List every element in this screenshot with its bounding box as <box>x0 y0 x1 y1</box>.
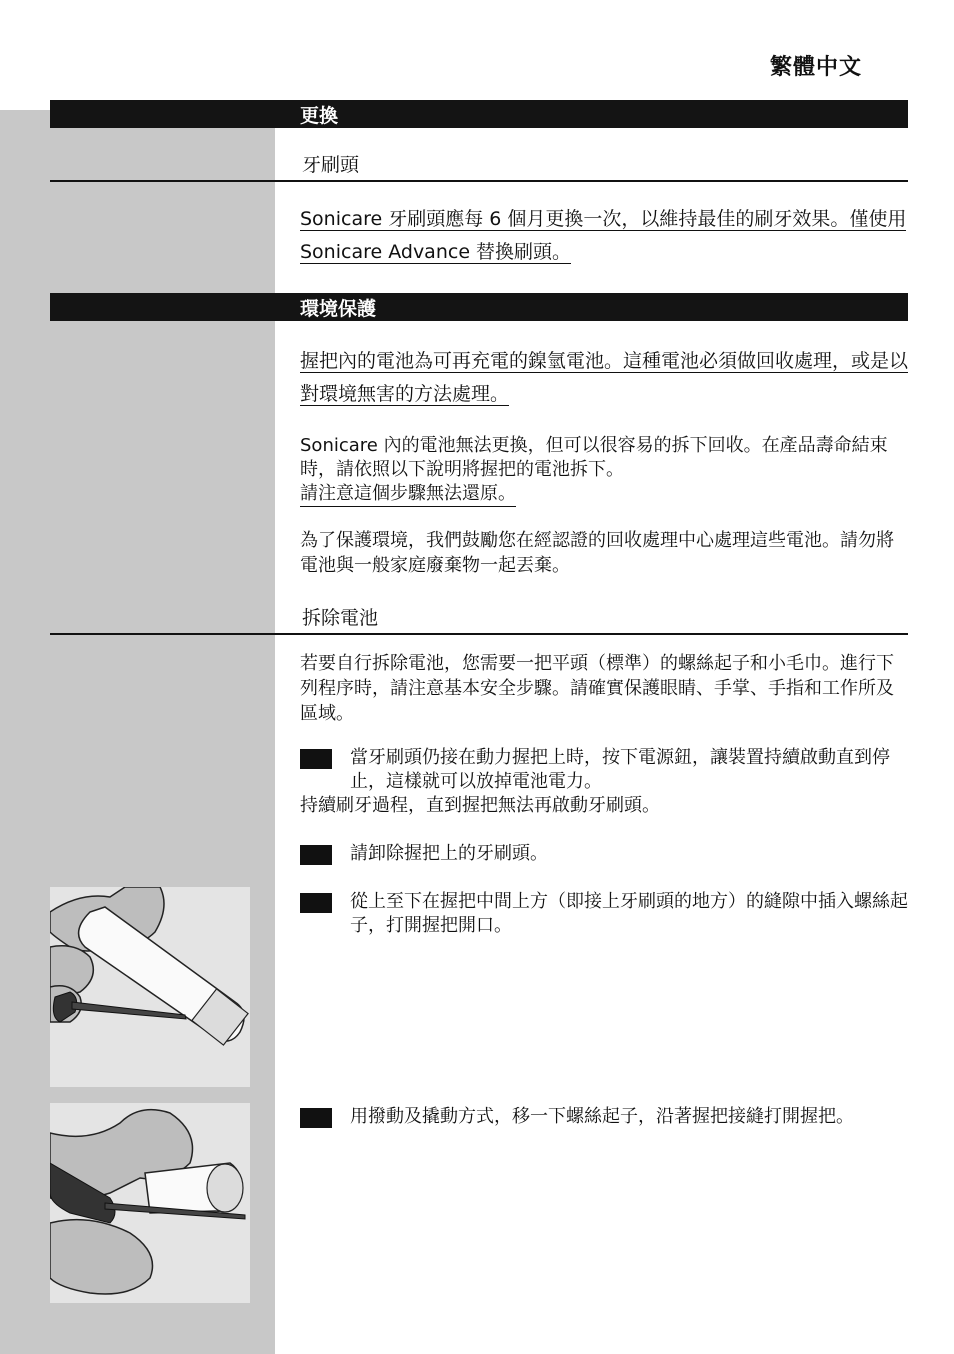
replacement-paragraph <box>300 203 908 269</box>
environment-paragraph-1-text: 握把內的電池為可再充電的鎳氫電池。這種電池必須做回收處理，或是以對環境無害的方法處理。 <box>300 350 909 405</box>
section-title-replacement: 更換 <box>300 105 339 127</box>
step-bullet <box>300 749 332 769</box>
battery-removal-intro: 若要自行拆除電池，您需要一把平頭（標準）的螺絲起子和小毛巾。進行下列程序時，請注意基本安全步驟。請確實保護眼睛、手掌、手指和工作所及區域。 <box>300 653 894 724</box>
step-1 <box>300 746 908 818</box>
step-1-continuation: 持續刷牙過程，直到握把無法再啟動牙刷頭。 <box>300 795 660 816</box>
step-bullet <box>300 893 332 913</box>
step-4-text: 用撥動及撬動方式，移一下螺絲起子，沿著握把接縫打開握把。 <box>350 1106 854 1127</box>
section-header-replacement <box>50 100 908 128</box>
language-label: 繁體中文 <box>769 55 862 80</box>
step-bullet <box>300 1108 332 1128</box>
environment-paragraph-2-line-2: 請注意這個步驟無法還原。 <box>300 482 516 507</box>
environment-paragraph-1 <box>300 345 908 411</box>
section-title-environment: 環境保護 <box>300 298 377 320</box>
step-4 <box>300 1105 908 1129</box>
illustration-insert-screwdriver <box>50 887 250 1087</box>
step-2-text: 請卸除握把上的牙刷頭。 <box>350 843 548 864</box>
subheading-brush-head: 牙刷頭 <box>302 154 360 176</box>
step-3 <box>300 890 908 938</box>
replacement-paragraph-text: Sonicare 牙刷頭應每 6 個月更換一次，以維持最佳的刷牙效果。僅使用 Sonicare Advance 替換刷頭。 <box>300 208 907 263</box>
environment-paragraph-2-line-1: Sonicare 內的電池無法更換，但可以很容易的拆下回收。在產品壽命結束時，請依照以下說明將握把的電池拆下。 <box>300 435 888 480</box>
environment-paragraph-2 <box>300 434 908 507</box>
divider-line <box>50 180 908 182</box>
illustration-pry-handle <box>50 1103 250 1303</box>
pry-handle-illustration <box>50 1103 250 1303</box>
step-3-text: 從上至下在握把中間上方（即接上牙刷頭的地方）的縫隙中插入螺絲起子，打開握把開口。 <box>350 891 908 936</box>
step-bullet <box>300 845 332 865</box>
step-2 <box>300 842 908 866</box>
divider-line <box>50 633 908 635</box>
section-header-environment <box>50 293 908 321</box>
environment-paragraph-3: 為了保護環境，我們鼓勵您在經認證的回收處理中心處理這些電池。請勿將電池與一般家庭廢棄物一起丟棄。 <box>300 530 894 576</box>
step-1-text: 當牙刷頭仍接在動力握把上時，按下電源鈕，讓裝置持續啟動直到停止，這樣就可以放掉電池電力。 <box>350 747 890 792</box>
screwdriver-handle-illustration <box>50 887 250 1087</box>
subheading-battery-removal: 拆除電池 <box>302 607 379 629</box>
